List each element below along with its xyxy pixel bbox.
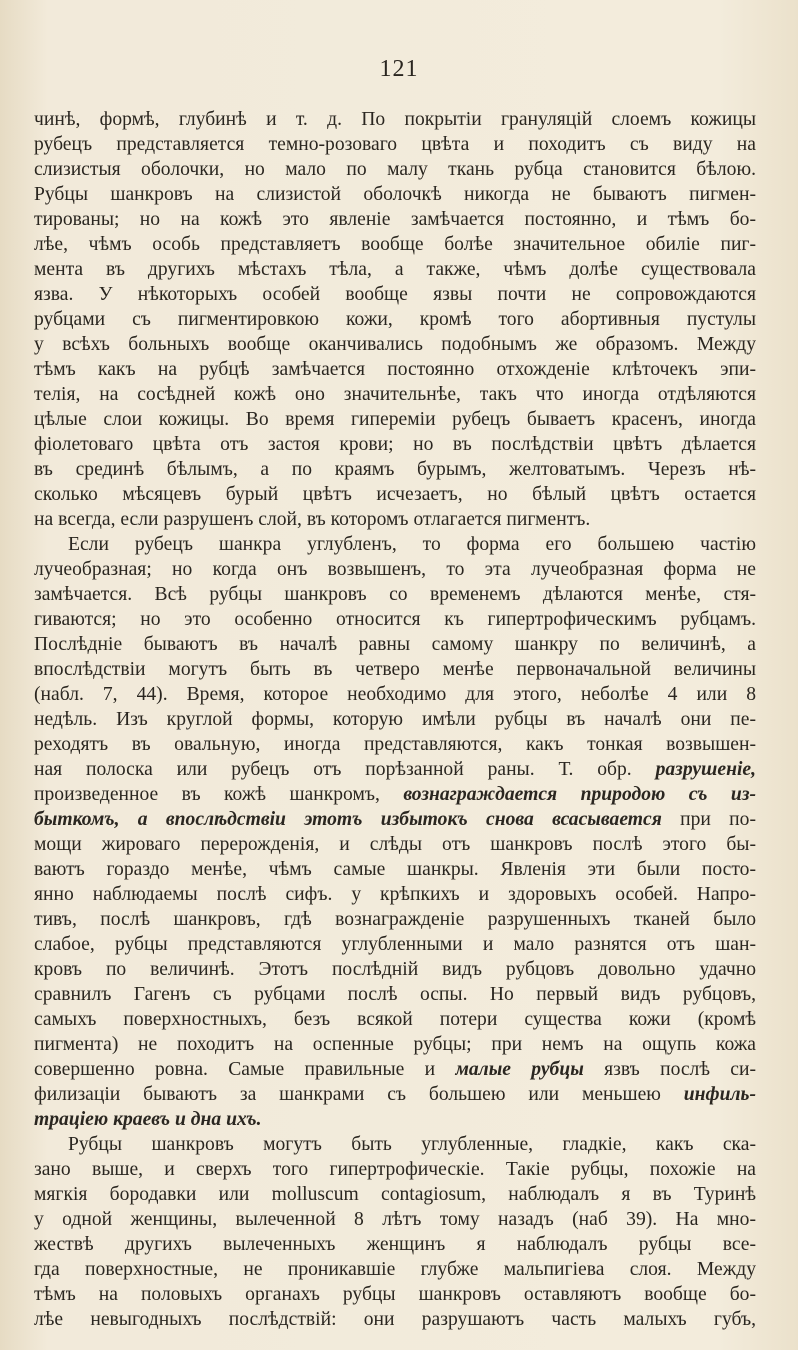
text-segment: въ срединѣ бѣлымъ, а по краямъ бурымъ, желтоватымъ. Черезъ нѣ- [34, 459, 756, 480]
text-segment: Рубцы шанкровъ могутъ быть углубленные, гладкіе, какъ ска- [68, 1134, 756, 1155]
text-segment: рубецъ представляется темно-розоваго цвѣта и походитъ съ виду на [34, 134, 756, 155]
text-line [34, 1232, 756, 1257]
text-line [34, 882, 756, 907]
text-line [34, 832, 756, 857]
text-line [34, 457, 756, 482]
text-segment: у одной женщины, вылеченной 8 лѣтъ тому назадъ (наб 39). На мно- [34, 1209, 756, 1230]
text-line [34, 757, 756, 782]
emphasized-text: инфиль- [683, 1084, 756, 1105]
text-segment: тивъ, послѣ шанкровъ, гдѣ вознагражденіе разрушенныхъ тканей было [34, 909, 756, 930]
text-line [34, 107, 756, 132]
text-segment: жествѣ другихъ вылеченныхъ женщинъ я наблюдалъ рубцы все- [34, 1234, 756, 1255]
text-segment: слабое, рубцы представляются углубленными и мало разнятся отъ шан- [34, 934, 756, 955]
text-segment: (набл. 7, 44). Время, которое необходимо для этого, неболѣе 4 или 8 [34, 684, 756, 705]
text-line [34, 1032, 756, 1057]
text-line [34, 707, 756, 732]
text-segment: зано выше, и сверхъ того гипертрофическіе. Такіе рубцы, похожіе на [34, 1159, 756, 1180]
text-segment: замѣчается. Всѣ рубцы шанкровъ со временемъ дѣлаются менѣе, стя- [34, 584, 756, 605]
emphasized-text: быткомъ, а впослѣдствіи этотъ избытокъ снова всасывается [34, 809, 662, 830]
text-line [34, 132, 756, 157]
text-segment: пигмента) не походитъ на оспенные рубцы; при немъ на ощупь кожа [34, 1034, 756, 1055]
text-segment: слизистыя оболочки, но мало по малу ткань рубца становится бѣлою. [34, 159, 756, 180]
text-line [34, 1307, 756, 1332]
page-number: 121 [379, 56, 419, 82]
text-segment: лѣе невыгодныхъ послѣдствій: они разрушаютъ часть малыхъ губъ, [34, 1309, 756, 1330]
text-line [34, 257, 756, 282]
text-segment: у всѣхъ больныхъ вообще оканчивались подобнымъ же образомъ. Между [34, 334, 756, 355]
emphasized-text: траціею краевъ и дна ихъ. [34, 1109, 262, 1130]
text-segment: телія, на сосѣдней кожѣ оно значительнѣе, такъ что иногда отдѣляются [34, 384, 756, 405]
text-segment: самыхъ поверхностныхъ, безъ всякой потери существа кожи (кромѣ [34, 1009, 756, 1030]
text-segment: при по- [661, 809, 756, 830]
text-line [34, 307, 756, 332]
text-segment: Рубцы шанкровъ на слизистой оболочкѣ никогда не бываютъ пигмен- [34, 184, 756, 205]
text-line [34, 857, 756, 882]
text-line [34, 382, 756, 407]
text-line [34, 607, 756, 632]
text-line [34, 1007, 756, 1032]
text-segment: ваютъ гораздо менѣе, чѣмъ самые шанкры. Явленія эти были посто- [34, 859, 756, 880]
text-line [34, 232, 756, 257]
text-segment: цѣлые слои кожицы. Во время гипереміи рубецъ бываетъ красенъ, иногда [34, 409, 756, 430]
text-line [34, 332, 756, 357]
text-line [34, 507, 756, 532]
text-line [34, 532, 756, 557]
text-segment: филизаціи бываютъ за шанкрами съ большею или меньшею [34, 1084, 684, 1105]
text-line [34, 1057, 756, 1082]
text-segment: совершенно ровна. Самые правильные и [34, 1059, 456, 1080]
text-line [34, 1257, 756, 1282]
emphasized-text: вознаграждается природою съ из- [403, 784, 756, 805]
text-line [34, 407, 756, 432]
text-line [34, 282, 756, 307]
page-text [34, 107, 756, 1332]
text-line [34, 957, 756, 982]
text-segment: мягкія бородавки или molluscum contagiosum, наблюдалъ я въ Туринѣ [34, 1184, 756, 1205]
text-line [34, 1132, 756, 1157]
text-line [34, 682, 756, 707]
text-line [34, 907, 756, 932]
text-line [34, 357, 756, 382]
text-segment: впослѣдствіи могутъ быть въ четверо менѣе первоначальной величины [34, 659, 756, 680]
text-segment: лучеобразная; но когда онъ возвышенъ, то эта лучеобразная форма не [34, 559, 756, 580]
text-segment: Если рубецъ шанкра углубленъ, то форма его большею частію [68, 534, 756, 555]
text-line [34, 632, 756, 657]
text-segment: лѣе, чѣмъ особь представляетъ вообще болѣе значительное обиліе пиг- [34, 234, 756, 255]
text-segment: фіолетоваго цвѣта отъ застоя крови; но въ послѣдствіи цвѣтъ дѣлается [34, 434, 756, 455]
text-line [34, 432, 756, 457]
text-line [34, 1107, 756, 1132]
text-segment: тированы; но на кожѣ это явленіе замѣчается постоянно, и тѣмъ бо- [34, 209, 756, 230]
text-line [34, 1207, 756, 1232]
text-line [34, 582, 756, 607]
text-segment: кровъ по величинѣ. Этотъ послѣдній видъ рубцовъ довольно удачно [34, 959, 756, 980]
text-segment: мента въ другихъ мѣстахъ тѣла, а также, чѣмъ долѣе существовала [34, 259, 756, 280]
text-segment: недѣль. Изъ круглой формы, которую имѣли рубцы въ началѣ они пе- [34, 709, 756, 730]
emphasized-text: разрушеніе, [655, 759, 756, 780]
text-segment: произведенное въ кожѣ шанкромъ, [34, 784, 404, 805]
emphasized-text: малые рубцы [455, 1059, 584, 1080]
text-line [34, 782, 756, 807]
text-segment: язвъ послѣ си- [583, 1059, 756, 1080]
text-line [34, 1282, 756, 1307]
text-line [34, 557, 756, 582]
text-segment: сколько мѣсяцевъ бурый цвѣтъ исчезаетъ, но бѣлый цвѣтъ остается [34, 484, 756, 505]
text-line [34, 932, 756, 957]
text-segment: рубцами съ пигментировкою кожи, кромѣ того абортивныя пустулы [34, 309, 756, 330]
text-line [34, 982, 756, 1007]
text-segment: на всегда, если разрушенъ слой, въ которомъ отлагается пигментъ. [34, 509, 591, 530]
text-line [34, 1082, 756, 1107]
text-line [34, 157, 756, 182]
text-segment: мощи жироваго перерожденія, и слѣды отъ шанкровъ послѣ этого бы- [34, 834, 756, 855]
text-segment: гиваются; но это особенно относится къ гипертрофическимъ рубцамъ. [34, 609, 756, 630]
text-segment: ная полоска или рубецъ отъ порѣзанной раны. Т. обр. [34, 759, 656, 780]
text-segment: гда поверхностные, не проникавшіе глубже мальпигіева слоя. Между [34, 1259, 756, 1280]
text-segment: чинѣ, формѣ, глубинѣ и т. д. По покрытіи грануляцій слоемъ кожицы [34, 109, 756, 130]
text-line [34, 207, 756, 232]
text-line [34, 1157, 756, 1182]
text-segment: Послѣдніе бываютъ въ началѣ равны самому шанкру по величинѣ, а [34, 634, 756, 655]
text-segment: реходятъ въ овальную, иногда представляются, какъ тонкая возвышен- [34, 734, 756, 755]
text-segment: тѣмъ на половыхъ органахъ рубцы шанкровъ оставляютъ вообще бо- [34, 1284, 756, 1305]
text-line [34, 182, 756, 207]
text-line [34, 657, 756, 682]
text-line [34, 807, 756, 832]
text-segment: сравнилъ Гагенъ съ рубцами послѣ оспы. Но первый видъ рубцовъ, [34, 984, 756, 1005]
text-line [34, 1182, 756, 1207]
text-line [34, 732, 756, 757]
text-segment: янно наблюдаемы послѣ сифъ. у крѣпкихъ и здоровыхъ особей. Напро- [34, 884, 756, 905]
text-segment: тѣмъ какъ на рубцѣ замѣчается постоянно отхожденіе клѣточекъ эпи- [34, 359, 756, 380]
text-line [34, 482, 756, 507]
text-segment: язва. У нѣкоторыхъ особей вообще язвы почти не сопровождаются [34, 284, 756, 305]
